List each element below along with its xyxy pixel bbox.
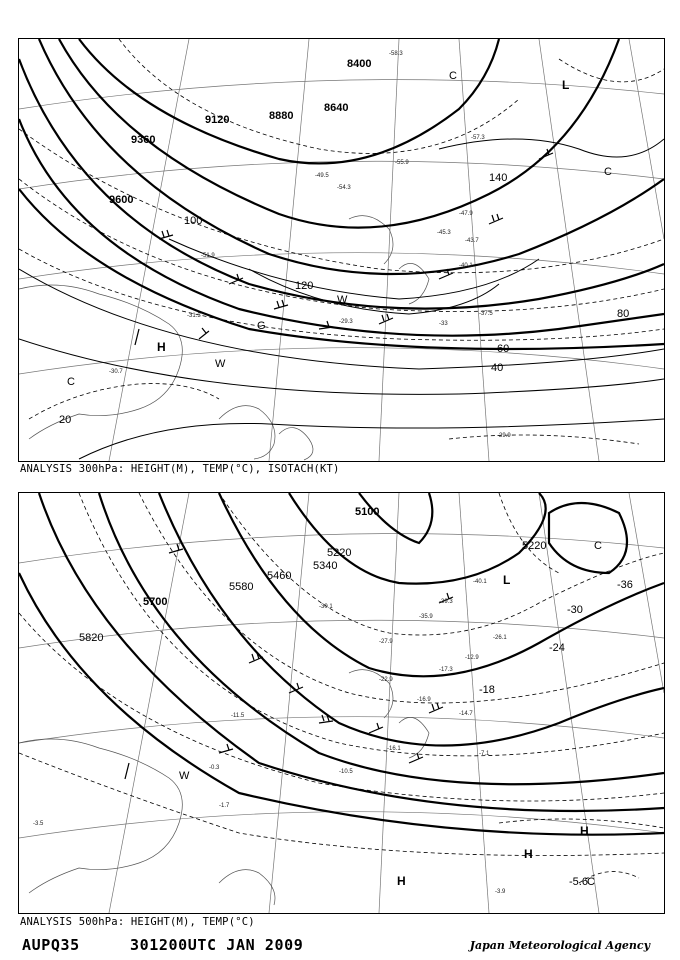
temp-label: -35.9 <box>419 614 433 620</box>
low-pressure-center: L <box>503 573 511 587</box>
height-label-8400: 8400 <box>347 58 372 70</box>
temp-label: -31.3 <box>187 313 201 319</box>
chart-500hpa <box>18 492 665 914</box>
cold-g-center: G <box>257 320 266 332</box>
temp-label: -39.3 <box>439 599 453 605</box>
high-pressure-center: H <box>524 847 533 861</box>
height-label-5100: 5100 <box>355 506 380 518</box>
cold-center: C <box>449 70 457 82</box>
analysis-datetime: 301200UTC JAN 2009 <box>130 936 304 954</box>
temp-label: -7.1 <box>479 751 490 757</box>
temp-label: -37.5 <box>479 311 493 317</box>
temp-label: -51.9 <box>201 253 215 259</box>
height-label-5220: 5220 <box>522 540 547 552</box>
temp-label: -1.7 <box>219 803 230 809</box>
height-label-5220: 5220 <box>327 547 352 559</box>
high-pressure-center: H <box>397 874 406 888</box>
temp-label: -30.7 <box>109 369 123 375</box>
height-contours <box>19 493 664 835</box>
high-pressure-center: H <box>580 824 589 838</box>
temp-label: -40.1 <box>459 263 473 269</box>
warm-center: W <box>179 770 190 782</box>
temp-label: -49.5 <box>315 173 329 179</box>
temp-label: -54.3 <box>337 185 351 191</box>
temp-label: -16.1 <box>387 746 401 752</box>
temp-label: -22.9 <box>379 677 393 683</box>
coastlines <box>19 216 429 460</box>
temp-label: -24 <box>549 642 565 654</box>
isotach-label-40: 40 <box>491 362 504 374</box>
high-pressure-center: H <box>157 340 166 354</box>
temp-label: -12.9 <box>465 655 479 661</box>
temp-label: -18 <box>479 684 495 696</box>
isotach-label-100: 100 <box>184 215 203 227</box>
cold-center: C <box>587 876 595 888</box>
temp-label: -5.6 <box>569 876 588 888</box>
temp-label: -36 <box>617 579 633 591</box>
height-label-9360: 9360 <box>131 134 156 146</box>
warm-center: W <box>337 294 348 306</box>
temp-label: -30.1 <box>319 604 333 610</box>
height-label-5820: 5820 <box>79 632 104 644</box>
cold-center: C <box>67 376 75 388</box>
temp-label: -30 <box>567 604 583 616</box>
height-label-5700: 5700 <box>143 596 168 608</box>
temp-label: -29.3 <box>339 319 353 325</box>
temp-label: -45.3 <box>437 230 451 236</box>
temp-label: -17.3 <box>439 667 453 673</box>
temp-label: -33 <box>439 321 448 327</box>
height-label-9600: 9600 <box>109 194 134 206</box>
temp-label: -26.1 <box>493 635 507 641</box>
coastlines <box>19 670 429 905</box>
height-label-8880: 8880 <box>269 110 294 122</box>
isotach-label-140: 140 <box>489 172 508 184</box>
height-label-5460: 5460 <box>267 570 292 582</box>
temp-label: -57.3 <box>471 135 485 141</box>
temp-label: -14.7 <box>459 711 473 717</box>
chart-300hpa-svg <box>19 39 664 461</box>
warm-center: W <box>215 358 226 370</box>
height-label-9120: 9120 <box>205 114 230 126</box>
chart-500hpa-caption: ANALYSIS 500hPa: HEIGHT(M), TEMP(°C) <box>20 916 255 928</box>
temp-label: -27.9 <box>379 639 393 645</box>
low-pressure-center: L <box>562 78 570 92</box>
agency-credit: Japan Meteorological Agency <box>469 939 650 952</box>
chart-500hpa-svg <box>19 493 664 913</box>
isotach-label-20: 20 <box>59 414 72 426</box>
temp-label: -16.9 <box>417 697 431 703</box>
temp-label: -47.9 <box>459 211 473 217</box>
temp-label: -40.1 <box>473 579 487 585</box>
cold-center: C <box>604 166 612 178</box>
height-label-5340: 5340 <box>313 560 338 572</box>
temp-label: -3.5 <box>33 821 44 827</box>
isotach-label-60: 60 <box>497 343 510 355</box>
chart-300hpa-caption: ANALYSIS 300hPa: HEIGHT(M), TEMP(°C), ISOTACH(KT) <box>20 463 340 475</box>
temp-label: -29.9 <box>497 433 511 439</box>
height-label-8640: 8640 <box>324 102 349 114</box>
isotach-label-80: 80 <box>617 308 630 320</box>
bulletin-code: AUPQ35 <box>22 936 80 954</box>
chart-300hpa <box>18 38 665 462</box>
temp-label: -10.5 <box>339 769 353 775</box>
temp-label: -55.9 <box>395 160 409 166</box>
temperature-isotherms <box>19 39 664 444</box>
temp-label: -11.5 <box>231 713 245 719</box>
temp-label: -0.3 <box>209 765 220 771</box>
height-label-5580: 5580 <box>229 581 254 593</box>
temp-label: -58.3 <box>389 51 403 57</box>
temp-label: -3.9 <box>495 889 506 895</box>
isotach-label-120: 120 <box>295 280 314 292</box>
cold-center: C <box>594 540 602 552</box>
temp-label: -43.7 <box>465 238 479 244</box>
